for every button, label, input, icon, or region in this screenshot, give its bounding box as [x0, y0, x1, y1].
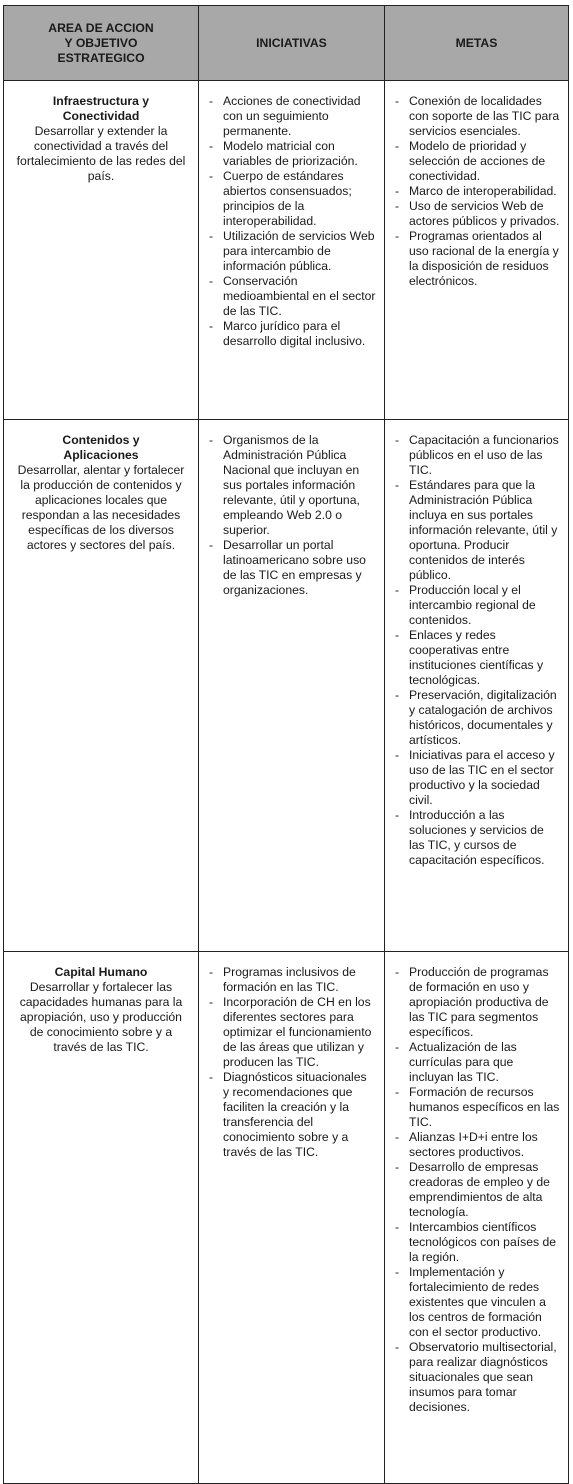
table-row	[4, 952, 569, 1484]
iniciativas-cell	[199, 420, 385, 952]
area-description: Desarrollar, alentar y fortalecer la producción de contenidos y aplicaciones locales que respondan a las necesidades específicas de los diversos actores y sectores del país.	[17, 463, 185, 552]
area-title: Capital Humano	[54, 965, 148, 979]
iniciativas-list	[199, 81, 384, 349]
list-item: - Conservación medioambiental en el sector de las TIC.	[209, 274, 376, 319]
list-item: - Implementación y fortalecimiento de redes existentes que vinculen a los centros de formación con el sector productivo.	[395, 1265, 560, 1340]
metas-cell	[385, 420, 569, 952]
list-item: - Modelo matricial con variables de priorización.	[209, 139, 376, 169]
header-area: AREA DE ACCION Y OBJETIVO ESTRATEGICO	[4, 6, 199, 81]
list-item: - Modelo de prioridad y selección de acciones de conectividad.	[395, 139, 560, 184]
metas-cell	[385, 81, 569, 420]
list-item: - Incorporación de CH en los diferentes sectores para optimizar el funcionamiento de las áreas que utilizan y producen las TIC.	[209, 995, 376, 1070]
area-description: Desarrollar y extender la conectividad a través del fortalecimiento de las redes del país.	[16, 124, 186, 183]
list-item: - Producción de programas de formación en uso y apropiación productiva de las TIC para segmentos específicos.	[395, 965, 560, 1040]
metas-list	[385, 420, 568, 868]
strategy-table	[3, 5, 569, 1484]
list-item: - Intercambios científicos tecnológicos con países de la región.	[395, 1220, 560, 1265]
metas-list	[385, 952, 568, 1415]
area-cell	[4, 420, 199, 952]
table-row	[4, 420, 569, 952]
list-item: - Organismos de la Administración Pública Nacional que incluyan en sus portales información relevante, útil y oportuna, empleando Web 2.0 o superior.	[209, 433, 376, 538]
table-row	[4, 81, 569, 420]
area-description: Desarrollar y fortalecer las capacidades humanas para la apropiación, uso y producción de conocimiento sobre y a través de las TIC.	[19, 980, 183, 1054]
iniciativas-cell	[199, 952, 385, 1484]
list-item: - Estándares para que la Administración Pública incluya en sus portales información relevante, útil y oportuna. Producir contenidos de interés público.	[395, 478, 560, 583]
list-item: - Preservación, digitalización y catalogación de archivos históricos, documentales y artísticos.	[395, 688, 560, 748]
list-item: - Enlaces y redes cooperativas entre instituciones científicas y tecnológicas.	[395, 628, 560, 688]
area-title: Infraestructura y Conectividad	[52, 94, 150, 123]
list-item: - Formación de recursos humanos específicos en las TIC.	[395, 1085, 560, 1130]
iniciativas-list	[199, 420, 384, 598]
list-item: - Cuerpo de estándares abiertos consensuados; principios de la interoperabilidad.	[209, 169, 376, 229]
list-item: - Marco jurídico para el desarrollo digital inclusivo.	[209, 319, 376, 349]
list-item: - Marco de interoperabilidad.	[395, 184, 560, 199]
area-title: Contenidos y Aplicaciones	[62, 433, 140, 462]
list-item: - Acciones de conectividad con un seguimiento permanente.	[209, 94, 376, 139]
list-item: - Actualización de las currículas para que incluyan las TIC.	[395, 1040, 560, 1085]
header-row	[4, 6, 569, 81]
metas-list	[385, 81, 568, 289]
list-item: - Programas orientados al uso racional de la energía y la disposición de residuos electrónicos.	[395, 229, 560, 289]
area-cell	[4, 952, 199, 1484]
list-item: - Uso de servicios Web de actores públicos y privados.	[395, 199, 560, 229]
header-iniciativas: INICIATIVAS	[199, 6, 385, 81]
header-metas: METAS	[385, 6, 569, 81]
list-item: - Observatorio multisectorial, para realizar diagnósticos situacionales que sean insumos para tomar decisiones.	[395, 1340, 560, 1415]
area-cell	[4, 81, 199, 420]
list-item: - Diagnósticos situacionales y recomendaciones que faciliten la creación y la transferencia del conocimiento sobre y a través de las TIC.	[209, 1070, 376, 1160]
list-item: - Desarrollo de empresas creadoras de empleo y de emprendimientos de alta tecnología.	[395, 1160, 560, 1220]
list-item: - Iniciativas para el acceso y uso de las TIC en el sector productivo y la sociedad civil.	[395, 748, 560, 808]
list-item: - Introducción a las soluciones y servicios de las TIC, y cursos de capacitación específicos.	[395, 808, 560, 868]
iniciativas-cell	[199, 81, 385, 420]
list-item: - Utilización de servicios Web para intercambio de información pública.	[209, 229, 376, 274]
metas-cell	[385, 952, 569, 1484]
iniciativas-list	[199, 952, 384, 1160]
list-item: - Alianzas I+D+i entre los sectores productivos.	[395, 1130, 560, 1160]
list-item: - Producción local y el intercambio regional de contenidos.	[395, 583, 560, 628]
list-item: - Conexión de localidades con soporte de las TIC para servicios esenciales.	[395, 94, 560, 139]
list-item: - Programas inclusivos de formación en las TIC.	[209, 965, 376, 995]
list-item: - Capacitación a funcionarios públicos en el uso de las TIC.	[395, 433, 560, 478]
list-item: - Desarrollar un portal latinoamericano sobre uso de las TIC en empresas y organizaciones.	[209, 538, 376, 598]
